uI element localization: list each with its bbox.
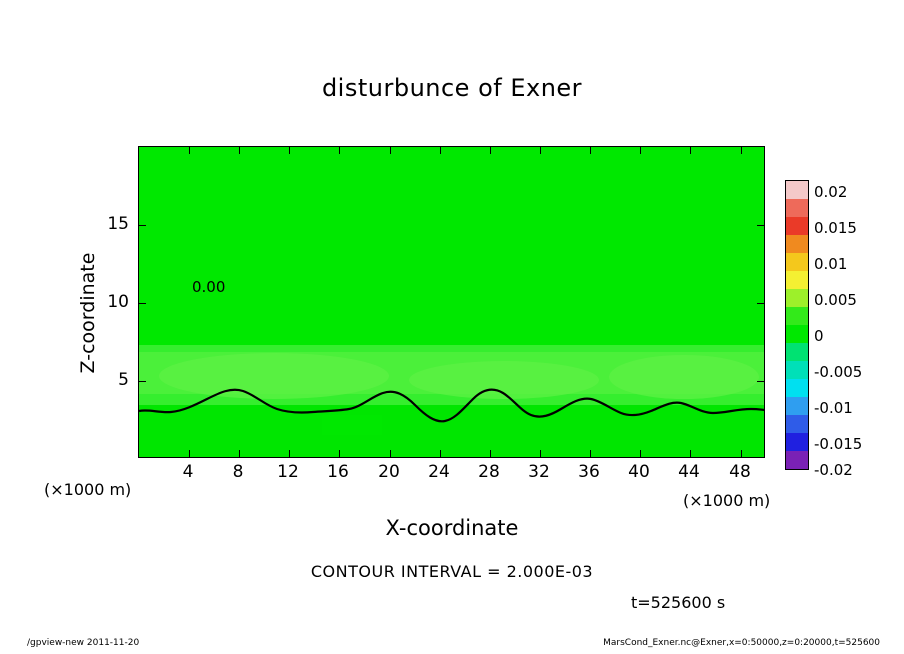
y-axis-label: Z-coordinate (77, 252, 99, 374)
colorbar-cell (786, 271, 808, 289)
colorbar-tick-label: 0.005 (814, 291, 857, 309)
colorbar-cell (786, 451, 808, 469)
page-title: disturbunce of Exner (321, 74, 583, 102)
zero-contour-line (139, 147, 765, 458)
ytick-label: 10 (107, 292, 129, 312)
xtick-label: 20 (378, 462, 400, 482)
colorbar-cell (786, 235, 808, 253)
colorbar-cell (786, 307, 808, 325)
xtick-label: 16 (327, 462, 349, 482)
xtick-label: 24 (428, 462, 450, 482)
colorbar-cell (786, 289, 808, 307)
footer-right-text: MarsCond_Exner.nc@Exner,x=0:50000,z=0:20000,t=525600 (603, 638, 880, 648)
colorbar-cell (786, 253, 808, 271)
bottom-ticks (139, 450, 764, 457)
xtick-label: 36 (578, 462, 600, 482)
xtick-label: 4 (182, 462, 194, 482)
colorbar-tick-label: -0.02 (814, 461, 853, 479)
colorbar-labels (814, 180, 884, 479)
colorbar-tick-label: -0.01 (814, 399, 853, 417)
colorbar-cell (786, 433, 808, 451)
colorbar-cell (786, 325, 808, 343)
x-axis-label: X-coordinate (385, 516, 519, 540)
footer-left-text: /gpview-new 2011-11-20 (27, 638, 140, 648)
top-ticks (139, 147, 764, 154)
xtick-label: 28 (478, 462, 500, 482)
colorbar-cell (786, 217, 808, 235)
contour-interval-text: CONTOUR INTERVAL = 2.000E-03 (310, 562, 594, 581)
colorbar-tick-label: 0 (814, 327, 824, 345)
colorbar-cell (786, 361, 808, 379)
z-units-label: (×1000 m) (44, 480, 132, 499)
time-label: t=525600 s (631, 593, 726, 612)
colorbar-tick-label: -0.005 (814, 363, 863, 381)
right-ticks (757, 147, 764, 457)
colorbar-tick-label: 0.01 (814, 255, 848, 273)
colorbar-cell (786, 379, 808, 397)
colorbar-tick-label: 0.015 (814, 219, 857, 237)
colorbar-tick-label: 0.02 (814, 183, 848, 201)
plot-area (138, 146, 765, 458)
xtick-label: 48 (729, 462, 751, 482)
colorbar-cell (786, 343, 808, 361)
colorbar-cell (786, 199, 808, 217)
xtick-label: 12 (277, 462, 299, 482)
ytick-label: 15 (107, 214, 129, 234)
ytick-label: 5 (118, 370, 129, 390)
colorbar (785, 180, 809, 470)
xtick-label: 8 (232, 462, 244, 482)
xtick-label: 44 (678, 462, 700, 482)
colorbar-cell (786, 415, 808, 433)
colorbar-tick-label: -0.015 (814, 435, 863, 453)
xtick-label: 32 (528, 462, 550, 482)
left-ticks (139, 147, 146, 457)
xtick-label: 40 (628, 462, 650, 482)
contour-value-label: 0.00 (192, 278, 226, 296)
colorbar-cell (786, 397, 808, 415)
colorbar-cell (786, 181, 808, 199)
x-units-label: (×1000 m) (683, 491, 771, 510)
